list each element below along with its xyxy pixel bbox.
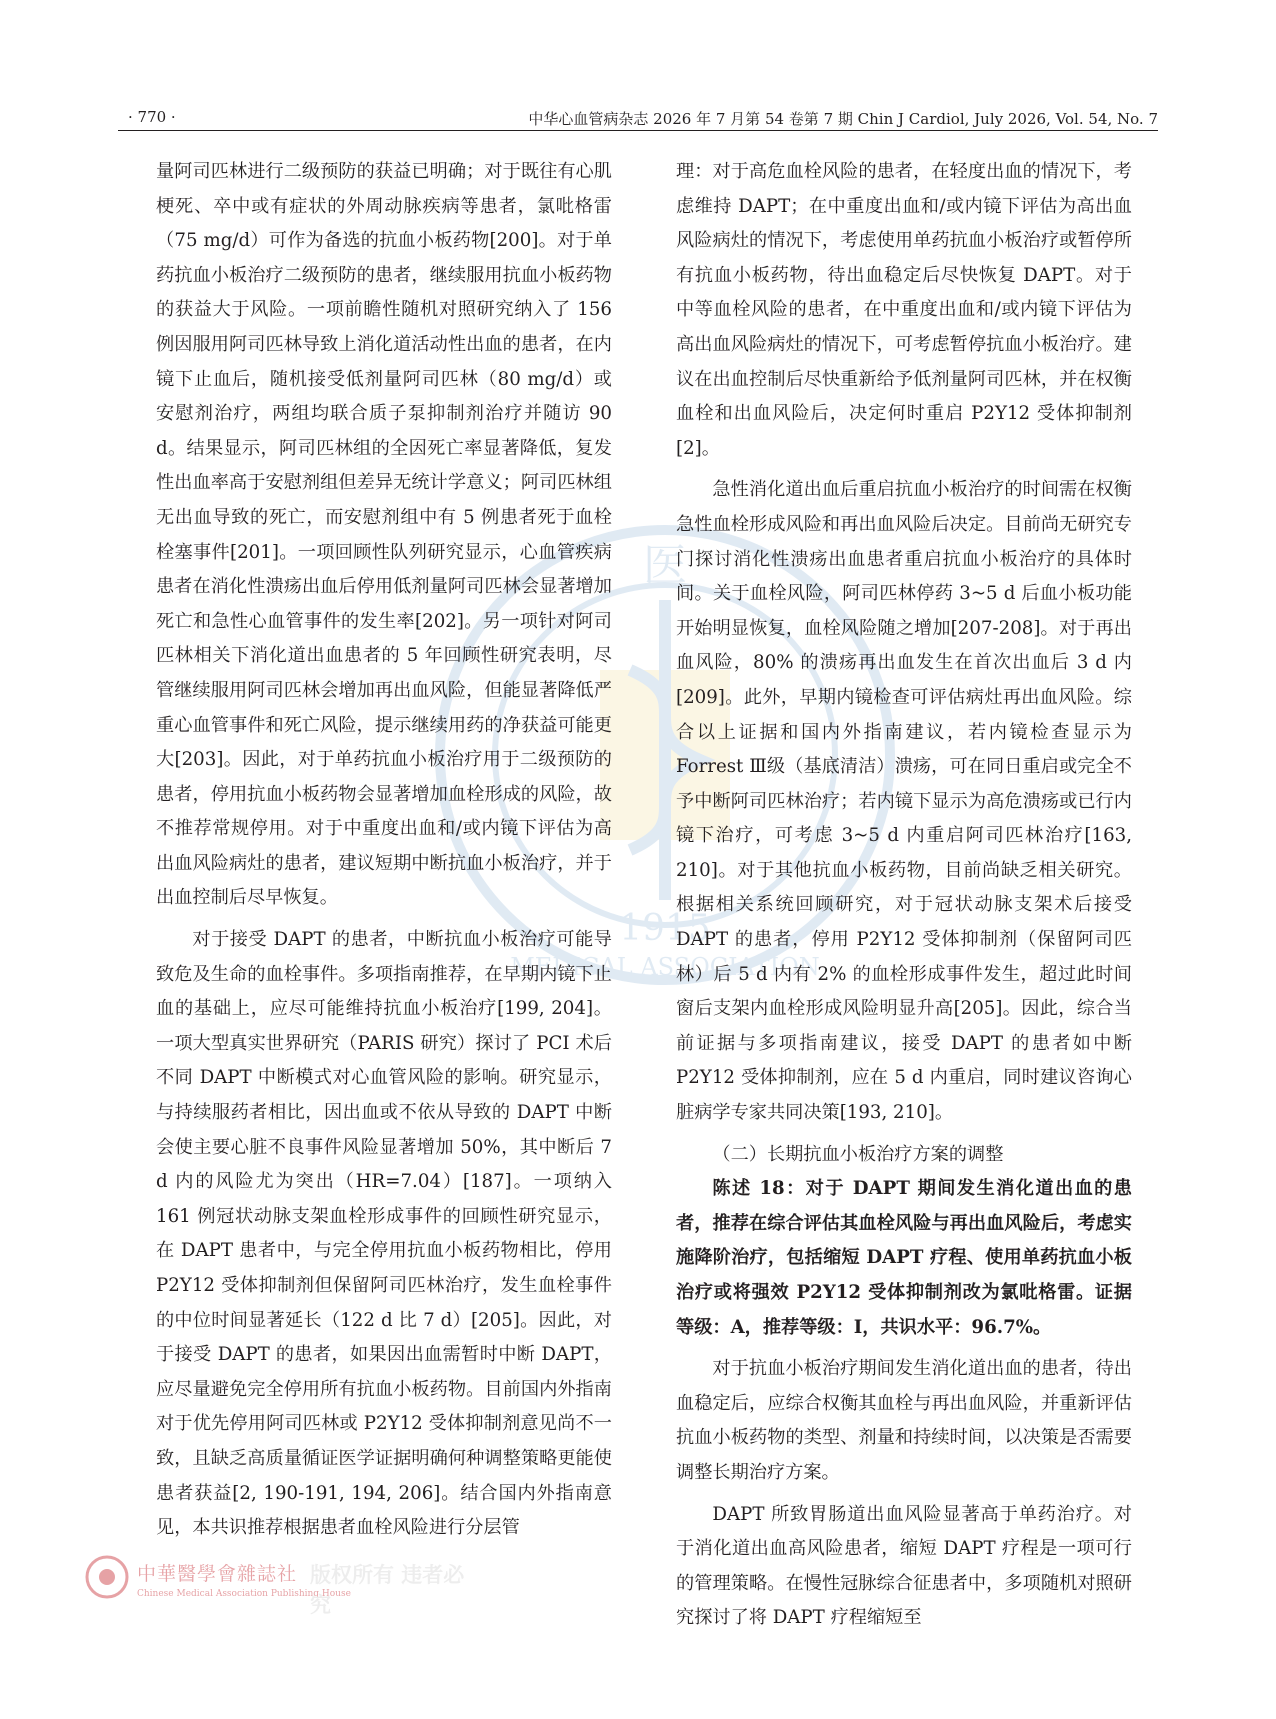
- paragraph: DAPT 所致胃肠道出血风险显著高于单药治疗。对于消化道出血高风险患者，缩短 DAPT 疗程是一项可行的管理策略。在慢性冠脉综合征患者中，多项随机对照研究探讨了将 DAPT 疗程缩短至: [676, 1503, 1132, 1629]
- publisher-logo: [85, 1555, 465, 1615]
- journal-citation: 中华心血管病杂志 2026 年 7 月第 54 卷第 7 期 Chin J Cardiol, July 2026, Vol. 54, No. 7: [528, 110, 1158, 128]
- paragraph: 理：对于高危血栓风险的患者，在轻度出血的情况下，考虑维持 DAPT；在中重度出血和/或内镜下评估为高出血风险病灶的情况下，考虑使用单药抗血小板治疗或暂停所有抗血小板药物，待出血稳定后尽快恢复 DAPT。对于中等血栓风险的患者，在中重度出血和/或内镜下评估为高出血风险病灶的情况下，可考虑暂停抗血小板治疗。建议在出血控制后尽快重新给予低剂量阿司匹林，并在权衡血栓和出血风险后，决定何时重启 P2Y12 受体抑制剂[2]。: [676, 161, 1132, 459]
- section-heading: （二）长期抗血小板治疗方案的调整: [712, 1143, 1004, 1165]
- left-column: [156, 155, 612, 1553]
- publisher-name-en: Chinese Medical Association Publishing House: [137, 1589, 351, 1599]
- seal-year: 1915: [619, 908, 711, 949]
- paragraph: 对于抗血小板治疗期间发生消化道出血的患者，待出血稳定后，应综合权衡其血栓与再出血风险，并重新评估抗血小板药物的类型、剂量和持续时间，以决策是否需要调整长期治疗方案。: [676, 1358, 1132, 1483]
- paragraph: 急性消化道出血后重启抗血小板治疗的时间需在权衡急性血栓形成风险和再出血风险后决定。目前尚无研究专门探讨消化性溃疡出血患者重启抗血小板治疗的具体时间。关于血栓风险，阿司匹林停药 3~5 d 后血小板功能开始明显恢复，血栓风险随之增加[207-208]。对于再出血风险，80% 的溃疡再出血发生在首次出血后 3 d 内[209]。此外，早期内镜检查可评估病灶再出血风险。综合以上证据和国内外指南建议，若内镜检查显示为 Forrest Ⅲ级（基底清洁）溃疡，可在同日重启或完全不予中断阿司匹林治疗；若内镜下显示为高危溃疡或已行内镜下治疗，可考虑 3~5 d 内重启阿司匹林治疗[163, 210]。对于其他抗血小板药物，目前尚缺乏相关研究。根据相关系统回顾研究，对于冠状动脉支架术后接受 DAPT 的患者，停用 P2Y12 受体抑制剂（保留阿司匹林）后 5 d 内有 2% 的血栓形成事件发生，超过此时间窗后支架内血栓形成风险明显升高[205]。因此，综合当前证据与多项指南建议，接受 DAPT 的患者如中断 P2Y12 受体抑制剂，应在 5 d 内重启，同时建议咨询心脏病学专家共同决策[193, 210]。: [676, 479, 1132, 1124]
- header-rule: [118, 130, 1158, 131]
- paragraph: 对于接受 DAPT 的患者，中断抗血小板治疗可能导致危及生命的血栓事件。多项指南推荐，在早期内镜下止血的基础上，应尽可能维持抗血小板治疗[199, 204]。一项大型真实世界研究（PARIS 研究）探讨了 PCI 术后不同 DAPT 中断模式对心血管风险的影响。研究显示，与持续服药者相比，因出血或不依从导致的 DAPT 中断会使主要心脏不良事件风险显著增加 50%，其中断后 7 d 内的风险尤为突出（HR=7.04）[187]。一项纳入 161 例冠状动脉支架血栓形成事件的回顾性研究显示，在 DAPT 患者中，与完全停用抗血小板药物相比，停用 P2Y12 受体抑制剂但保留阿司匹林治疗，发生血栓事件的中位时间显著延长（122 d 比 7 d）[205]。因此，对于接受 DAPT 的患者，如果因出血需暂时中断 DAPT，应尽量避免完全停用所有抗血小板药物。目前国内外指南对于优先停用阿司匹林或 P2Y12 受体抑制剂意见尚不一致，且缺乏高质量循证医学证据明确何种调整策略更能使患者获益[2, 190-191, 194, 206]。结合国内外指南意见，本共识推荐根据患者血栓风险进行分层管: [156, 929, 612, 1539]
- right-column: [676, 155, 1132, 1643]
- publisher-name: 中華醫學會雜誌社: [137, 1563, 298, 1585]
- seal-en-text: MEDICAL ASSOCIATION: [510, 953, 820, 981]
- page-number: · 770 ·: [128, 108, 176, 126]
- paragraph: 量阿司匹林进行二级预防的获益已明确；对于既往有心肌梗死、卒中或有症状的外周动脉疾病等患者，氯吡格雷（75 mg/d）可作为备选的抗血小板药物[200]。对于单药抗血小板治疗二级预防的患者，继续服用抗血小板药物的获益大于风险。一项前瞻性随机对照研究纳入了 156 例因服用阿司匹林导致上消化道活动性出血的患者，在内镜下止血后，随机接受低剂量阿司匹林（80 mg/d）或安慰剂治疗，两组均联合质子泵抑制剂治疗并随访 90 d。结果显示，阿司匹林组的全因死亡率显著降低，复发性出血率高于安慰剂组但差异无统计学意义；阿司匹林组无出血导致的死亡，而安慰剂组中有 5 例患者死于血栓栓塞事件[201]。一项回顾性队列研究显示，心血管疾病患者在消化性溃疡出血后停用低剂量阿司匹林会显著增加死亡和急性心血管事件的发生率[202]。另一项针对阿司匹林相关下消化道出血患者的 5 年回顾性研究表明，尽管继续服用阿司匹林会增加再出血风险，但能显著降低严重心血管事件和死亡风险，提示继续用药的净获益可能更大[203]。因此，对于单药抗血小板治疗用于二级预防的患者，停用抗血小板药物会显著增加血栓形成的风险，故不推荐常规停用。对于中重度出血和/或内镜下评估为高出血风险病灶的患者，建议短期中断抗血小板治疗，并于出血控制后尽早恢复。: [156, 161, 612, 909]
- copyright-notice: 版权所有 违者必究: [310, 1562, 465, 1617]
- seal-char: 医: [643, 540, 687, 591]
- recommendation-statement: 陈述 18：对于 DAPT 期间发生消化道出血的患者，推荐在综合评估其血栓风险与再出血风险后，考虑实施降阶治疗，包括缩短 DAPT 疗程、使用单药抗血小板治疗或将强效 P2Y12 受体抑制剂改为氯吡格雷。证据等级：A，推荐等级：Ⅰ，共识水平：96.7%。: [676, 1178, 1132, 1338]
- flower-icon: [85, 1555, 129, 1599]
